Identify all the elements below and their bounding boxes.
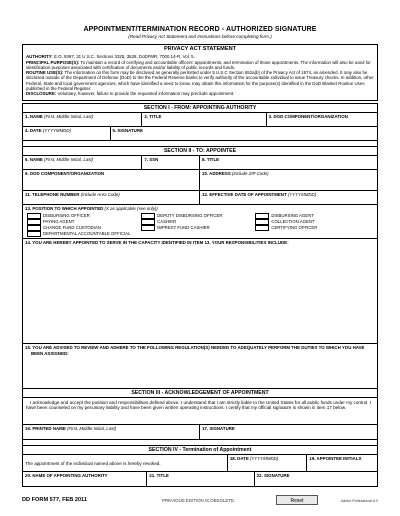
section-1-heading: SECTION I - FROM: APPOINTING AUTHORITY bbox=[23, 104, 377, 113]
date-label: 4. DATE bbox=[25, 127, 42, 133]
authority-title-label: 21. TITLE bbox=[149, 472, 169, 478]
appointee-title-label: 8. TITLE bbox=[202, 156, 220, 162]
address-label: 10. ADDRESS bbox=[202, 170, 231, 176]
position-hint: (X as applicable (see only)) bbox=[104, 205, 158, 211]
title-field[interactable] bbox=[142, 113, 266, 126]
checkbox-label: CERTIFYING OFFICER bbox=[271, 225, 318, 231]
appointee-name-field[interactable] bbox=[23, 156, 142, 169]
printed-name-hint: (First, Middle Initial, Last) bbox=[66, 425, 117, 431]
effective-date-label: 12. EFFECTIVE DATE OF APPOINTMENT bbox=[202, 191, 287, 197]
form-number: DD FORM 577, FEB 2011 bbox=[22, 497, 87, 503]
name-field[interactable] bbox=[23, 113, 142, 126]
position-block bbox=[23, 205, 377, 239]
telephone-label: 11. TELEPHONE NUMBER bbox=[25, 191, 80, 197]
authority-label: AUTHORITY: bbox=[26, 54, 53, 60]
checkbox-square[interactable] bbox=[27, 231, 41, 237]
form-grid bbox=[22, 103, 378, 487]
appointee-name-hint: (First, Middle Initial, Last) bbox=[44, 156, 94, 162]
routine-label: ROUTINE USE(S): bbox=[26, 70, 64, 76]
disclosure-text: Voluntary, however, failure to provide the requested information may preclude appointment. bbox=[57, 91, 235, 97]
ssn-field[interactable] bbox=[142, 156, 200, 169]
section-2-heading: SECTION II - TO: APPOINTEE bbox=[23, 146, 377, 156]
termination-date-hint: (YYYYMMDD) bbox=[250, 455, 279, 461]
termination-date-field[interactable] bbox=[228, 455, 308, 471]
authority-signature-field[interactable] bbox=[255, 472, 377, 486]
checkbox-label: DISBURSING OFFICER bbox=[43, 213, 90, 219]
dod-component-field[interactable] bbox=[267, 113, 377, 126]
checkbox-square[interactable] bbox=[255, 225, 269, 231]
purpose-text: To maintain a record of certifying and accountable officers' appointments, and termination of those appointments. The information will also be used for identification purposes associated with certification of documents and/or liability of public records and funds. bbox=[26, 59, 371, 70]
position-heading bbox=[23, 205, 377, 212]
authority-title-field[interactable] bbox=[147, 472, 254, 486]
checkbox-label: CASHIER bbox=[157, 219, 177, 225]
checkbox-departmental-accountable-official[interactable] bbox=[27, 231, 235, 237]
date-hint: (YYYYMMDD) bbox=[42, 127, 72, 133]
checkbox-label: IMPREST FUND CASHIER bbox=[157, 225, 210, 231]
printed-name-label: 16. PRINTED NAME bbox=[25, 425, 66, 431]
purpose-label: PRINCIPAL PURPOSE(S): bbox=[26, 59, 80, 65]
regulations-field[interactable] bbox=[23, 344, 377, 389]
revocation-text: The appointment of the individual named above is hereby revoked. bbox=[23, 455, 228, 471]
checkbox-label: DEPUTY DISBURSING OFFICER bbox=[157, 213, 223, 219]
appointee-initials-field[interactable] bbox=[307, 455, 377, 471]
appointee-initials-label: 19. APPOINTEE INITIALS bbox=[309, 455, 362, 461]
form-footer bbox=[22, 497, 378, 509]
appointee-dod-field[interactable] bbox=[23, 170, 200, 190]
position-checkboxes bbox=[23, 212, 377, 239]
telephone-hint: (Include Area Code) bbox=[80, 191, 120, 197]
edition-note: PREVIOUS EDITION IS OBSOLETE. bbox=[162, 498, 236, 503]
checkbox-certifying-officer[interactable] bbox=[255, 225, 369, 231]
section-1-row-b bbox=[23, 127, 377, 141]
software-note: Adobe Professional 8.0 bbox=[340, 499, 378, 503]
form-title: APPOINTMENT/TERMINATION RECORD - AUTHORIZED SIGNATURE bbox=[83, 26, 317, 33]
authority-name-field[interactable] bbox=[23, 472, 147, 486]
checkbox-label: CHANGE FUND CUSTODIAN bbox=[43, 225, 101, 231]
name-hint: (First, Middle Initial, Last) bbox=[44, 113, 94, 119]
section-2-row-c bbox=[23, 191, 377, 205]
title-label: 2. TITLE bbox=[144, 113, 162, 119]
printed-name-field[interactable] bbox=[23, 425, 200, 439]
regulations-label: 15. YOU ARE ADVISED TO REVIEW AND ADHERE TO THE FOLLOWING REGULATION(S) NEEDED TO ADEQUATELY PERFORM THE DUTIES TO WHICH YOU HAVE BEEN ASSIGNED: bbox=[25, 344, 365, 356]
purpose-paragraph bbox=[26, 60, 374, 71]
appointee-title-field[interactable] bbox=[200, 156, 377, 169]
privacy-heading: PRIVACY ACT STATEMENT bbox=[163, 46, 237, 52]
checkbox-label: DISBURSING AGENT bbox=[271, 213, 314, 219]
disclosure-paragraph bbox=[26, 91, 374, 96]
section-4-row-b bbox=[23, 472, 377, 487]
ssn-label: 7. SSN bbox=[144, 156, 159, 162]
appointee-signature-field[interactable] bbox=[200, 425, 377, 439]
routine-text: The information on this form may be disclosed as generally permitted under 5 U.S.C Section 552a(b) of the Privacy Act of 1974, as amended. It may also be disclosed outside of the Department of Defense (DoD) to the the Federal Reserve banks to verify authority of the accountable individual to issue Treasury checks. In addition, other Federal, State and local government agencies, which have identified a need to know, may obtain this information for the purpose(s) identified in the DoD Blanket Routine Uses published in the Federal Register. bbox=[26, 70, 374, 92]
reset-button[interactable]: Reset bbox=[276, 495, 318, 505]
appointment-form bbox=[22, 26, 378, 487]
section-1-row-a bbox=[23, 113, 377, 127]
telephone-field[interactable] bbox=[23, 191, 200, 204]
acknowledgement-text: I acknowledge and accept the position and responsibilities defined above. I understand that I am strictly liable to the United States for all public funds under my control. I have been counseled on my pecuniary liability and have been given written operating instructions. I certify that my official signature is shown in item 17 below. bbox=[26, 399, 372, 411]
address-field[interactable] bbox=[200, 170, 377, 190]
date-field[interactable] bbox=[23, 127, 111, 140]
signature-label: 5. SIGNATURE bbox=[112, 127, 143, 133]
section-2-row-a bbox=[23, 156, 377, 170]
routine-paragraph bbox=[26, 70, 374, 91]
appointee-dod-label: 9. DOD COMPONENT/ORGANIZATION bbox=[25, 170, 105, 176]
address-hint: (Include ZIP Code) bbox=[231, 170, 269, 176]
dod-component-label: 3. DOD COMPONENT/ORGANIZATION bbox=[268, 113, 348, 119]
position-label: 13. POSITION TO WHICH APPOINTED bbox=[25, 205, 104, 211]
authority-name-label: 20. NAME OF APPOINTING AUTHORITY bbox=[25, 472, 108, 478]
section-3-row bbox=[23, 425, 377, 440]
checkbox-label: PAYING AGENT bbox=[43, 219, 75, 225]
section-3-heading: SECTION III - ACKNOWLEDGEMENT OF APPOINTMENT bbox=[23, 389, 377, 398]
effective-date-field[interactable] bbox=[200, 191, 377, 204]
checkbox-label: DEPARTMENTAL ACCOUNTABLE OFFICIAL bbox=[43, 231, 131, 237]
appointee-name-label: 6. NAME bbox=[25, 156, 43, 162]
signature-field[interactable] bbox=[111, 127, 377, 140]
section-4-heading: SECTION IV - Termination of Appointment bbox=[23, 445, 377, 455]
disclosure-label: DISCLOSURE: bbox=[26, 91, 57, 97]
name-label: 1. NAME bbox=[25, 113, 43, 119]
section-4-row-a bbox=[23, 455, 377, 472]
checkbox-label: COLLECTION AGENT bbox=[271, 219, 315, 225]
responsibilities-field[interactable] bbox=[23, 239, 377, 344]
effective-date-hint: (YYYYMMDD) bbox=[287, 191, 317, 197]
acknowledgement-block bbox=[23, 398, 377, 425]
termination-date-label: 18. DATE bbox=[229, 455, 249, 461]
responsibilities-label: 14. YOU ARE HEREBY APPOINTED TO SERVE IN THE CAPACITY IDENTIFIED IN ITEM 13. YOUR RESPONSIBILITIES INCLUDE: bbox=[25, 239, 289, 245]
privacy-act-statement bbox=[22, 44, 378, 101]
authority-signature-label: 22. SIGNATURE bbox=[256, 472, 290, 478]
form-subtitle: (Read Privacy Act Statement and Instructions before completing form.) bbox=[128, 34, 272, 39]
section-2-row-b bbox=[23, 170, 377, 191]
appointee-signature-label: 17. SIGNATURE bbox=[202, 425, 235, 431]
authority-text: E.O. 9397, 31 U.S.C. Sections 3325, 3528, DoDFMR, 7000.14-R, Vol. 5. bbox=[53, 54, 195, 60]
